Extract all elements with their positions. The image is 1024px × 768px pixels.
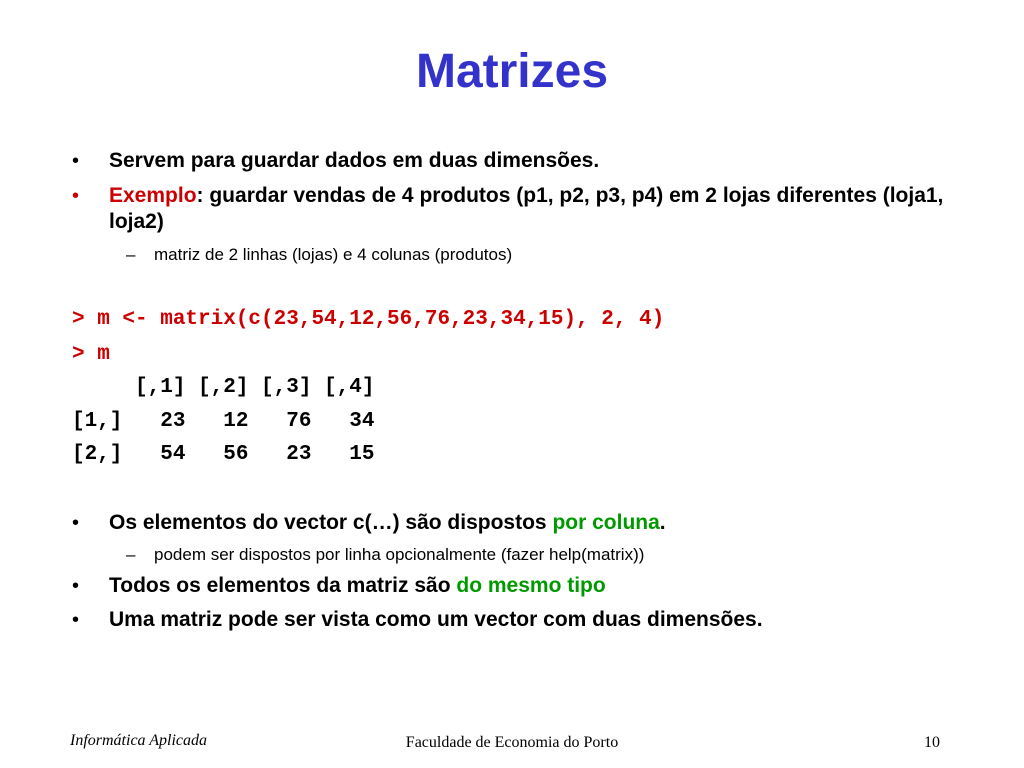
bullet-tail: . [659,511,666,534]
bullet-text [109,510,952,536]
bullet-text: Uma matriz pode ser vista como um vector com duas dimensões. [109,608,763,631]
code-output-line: [,1] [,2] [,3] [,4] [72,376,375,399]
slide-title: Matrizes [415,45,609,98]
code-output-line: [2,] 54 56 23 15 [72,443,375,466]
bullet-text [109,573,952,599]
sub-bullet-text: matriz de 2 linhas (lojas) e 4 colunas (produtos) [154,245,513,264]
footer-course-name: Informática Aplicada [70,732,208,749]
bullet-marker: • [72,575,80,597]
bullet-item [72,148,952,174]
dash-marker: – [126,245,136,264]
bullet-marker: • [72,185,80,207]
bullet-body: Todos os elementos da matriz são [109,574,457,597]
page-number: 10 [924,734,940,751]
code-line: > m <- matrix(c(23,54,12,56,76,23,34,15), 2, 4) [72,308,665,331]
bullet-body: Os elementos do vector c(…) são dispostos [109,511,553,534]
dash-marker: – [126,545,136,564]
sub-bullet-item [126,244,946,266]
footer-institution: Faculdade de Economia do Porto [405,734,619,751]
bullet-highlight: Exemplo [109,184,197,207]
bullet-item [72,573,952,599]
bullet-item [72,607,952,633]
bullet-body: : guardar vendas de 4 produtos (p1, p2, p3, p4) em 2 lojas diferentes (loja1, loja2) [109,184,944,233]
bullet-item [72,183,952,235]
bullet-item [72,510,952,536]
code-output-line: [1,] 23 12 76 34 [72,410,375,433]
bullet-text [109,183,952,235]
bullet-highlight: por coluna [552,511,660,534]
bullet-marker: • [72,512,80,534]
sub-bullet-text: podem ser dispostos por linha opcionalmente (fazer help(matrix)) [154,545,645,564]
bullet-text: Servem para guardar dados em duas dimensões. [109,149,600,172]
sub-bullet-item [126,544,946,566]
bullet-marker: • [72,150,80,172]
bullet-marker: • [72,609,80,631]
code-line: > m [72,343,110,366]
bullet-highlight: do mesmo tipo [456,574,606,597]
